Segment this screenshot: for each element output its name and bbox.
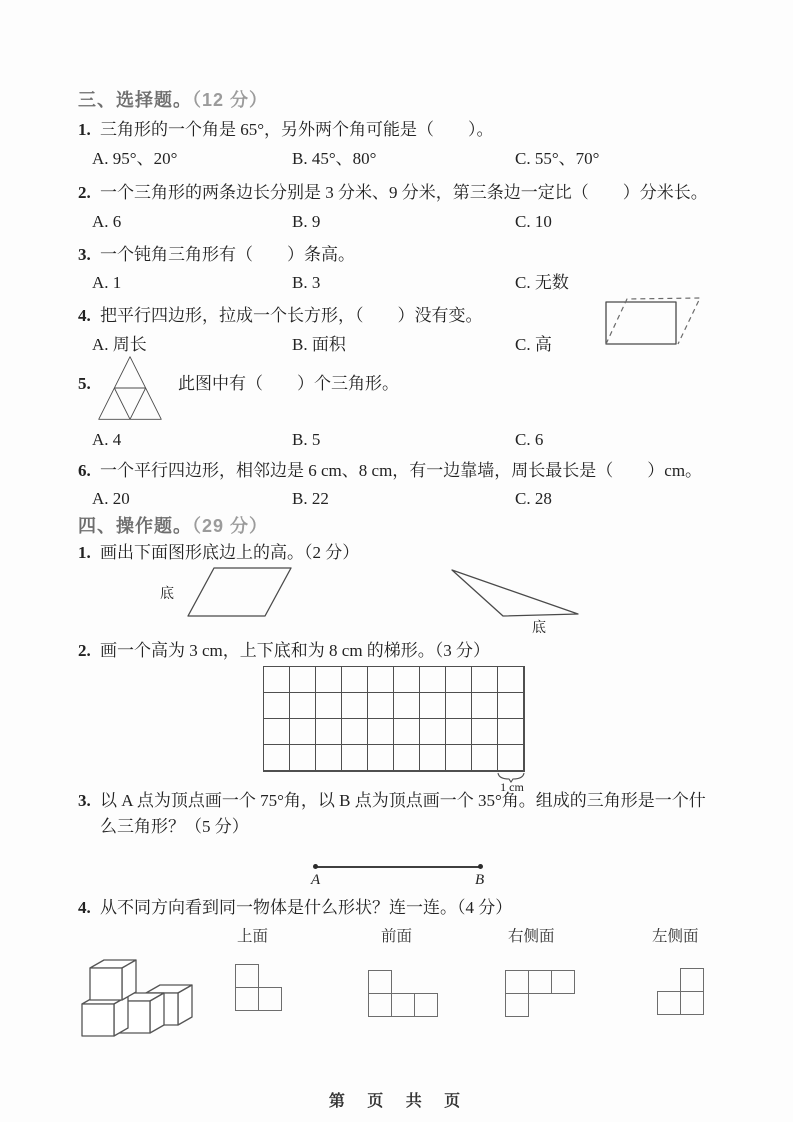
point-a-label: A [311, 872, 321, 888]
parallelogram-to-rectangle-figure [596, 292, 716, 352]
question-5-options [92, 428, 543, 452]
question-6 [78, 458, 702, 484]
scale-label: 1 cm [500, 780, 524, 794]
op-question-3-text: 以 A 点为顶点画一个 75°角，以 B 点为顶点画一个 35°角。组成的三角形是一个什么三角形？（5 分） [100, 791, 706, 836]
option-a: A. 6 [92, 212, 122, 231]
section-3-title-text: 三、选择题。 [78, 90, 192, 110]
question-6-options [92, 487, 552, 511]
cube-left [82, 996, 128, 1036]
op-question-3 [78, 788, 720, 840]
cube-top [90, 960, 136, 1000]
question-1 [78, 117, 494, 143]
point-a-dot [313, 864, 318, 869]
question-5-text: 此图中有（ ）个三角形。 [178, 374, 399, 393]
question-2 [78, 180, 708, 206]
question-3-number: 3. [78, 245, 91, 264]
option-a: A. 95°、20° [92, 149, 178, 168]
op-question-4-text: 从不同方向看到同一物体是什么形状？连一连。（4 分） [100, 898, 513, 917]
obtuse-triangle-base-figure [448, 562, 583, 634]
option-b: B. 9 [292, 212, 321, 231]
section-4-score: （29 分） [192, 516, 269, 536]
cube-stack-figure [80, 930, 195, 1040]
section-3-score: （12 分） [192, 90, 269, 110]
op-question-2-number: 2. [78, 641, 91, 660]
option-b: B. 面积 [292, 335, 346, 354]
section-4-title [78, 512, 268, 538]
divided-triangle-figure [95, 354, 165, 422]
view-label-left: 左侧面 [652, 928, 699, 945]
op-question-2 [78, 638, 490, 664]
question-1-options [92, 147, 599, 171]
option-b: B. 22 [292, 489, 329, 508]
question-4 [78, 303, 483, 329]
option-b: B. 3 [292, 273, 321, 292]
op-question-1-number: 1. [78, 543, 91, 562]
option-a: A. 20 [92, 489, 130, 508]
option-c: C. 10 [515, 212, 552, 231]
question-3-text: 一个钝角三角形有（ ）条高。 [100, 245, 355, 264]
option-b: B. 5 [292, 430, 321, 449]
option-c: C. 55°、70° [515, 149, 600, 168]
question-4-text: 把平行四边形，拉成一个长方形，（ ）没有变。 [100, 306, 483, 325]
question-3-options [92, 271, 569, 295]
option-c: C. 6 [515, 430, 544, 449]
question-1-number: 1. [78, 120, 91, 139]
section-4-title-text: 四、操作题。 [78, 516, 192, 536]
footer-page-label: 第 页 共 页 [328, 1093, 465, 1110]
option-c: C. 无数 [515, 273, 569, 292]
question-6-number: 6. [78, 461, 91, 480]
question-1-text: 三角形的一个角是 65°，另外两个角可能是（ ）。 [100, 120, 494, 139]
question-4-number: 4. [78, 306, 91, 325]
view-label-front: 前面 [381, 928, 413, 945]
parallelogram-base-figure [158, 560, 303, 622]
view-label-right: 右侧面 [508, 928, 555, 945]
question-5 [178, 371, 399, 397]
point-b-dot [478, 864, 483, 869]
segment-ab-figure [315, 866, 481, 868]
option-c: C. 28 [515, 489, 552, 508]
option-c: C. 高 [515, 335, 552, 354]
question-6-text: 一个平行四边形，相邻边是 6 cm、8 cm，有一边靠墙，周长最长是（ ）cm。 [100, 461, 703, 480]
question-2-options [92, 210, 552, 234]
view-label-top: 上面 [237, 928, 269, 945]
option-b: B. 45°、80° [292, 149, 377, 168]
op-question-4-number: 4. [78, 898, 91, 917]
views-matching-area [60, 918, 780, 1043]
op-question-3-number: 3. [78, 791, 91, 810]
question-2-text: 一个三角形的两条边长分别是 3 分米、9 分米，第三条边一定比（ ）分米长。 [100, 183, 708, 202]
op-question-2-text: 画一个高为 3 cm，上下底和为 8 cm 的梯形。（3 分） [100, 641, 491, 660]
option-a: A. 周长 [92, 335, 147, 354]
op-question-1-text: 画出下面图形底边上的高。（2 分） [100, 543, 360, 562]
question-2-number: 2. [78, 183, 91, 202]
cm-grid-figure [263, 666, 525, 772]
option-a: A. 1 [92, 273, 122, 292]
base-label: 底 [160, 587, 174, 602]
option-a: A. 4 [92, 430, 122, 449]
question-3 [78, 242, 355, 268]
section-3-title [78, 86, 268, 112]
point-b-label: B [475, 872, 485, 888]
question-5-number: 5. [78, 374, 91, 393]
base-label: 底 [532, 621, 546, 634]
